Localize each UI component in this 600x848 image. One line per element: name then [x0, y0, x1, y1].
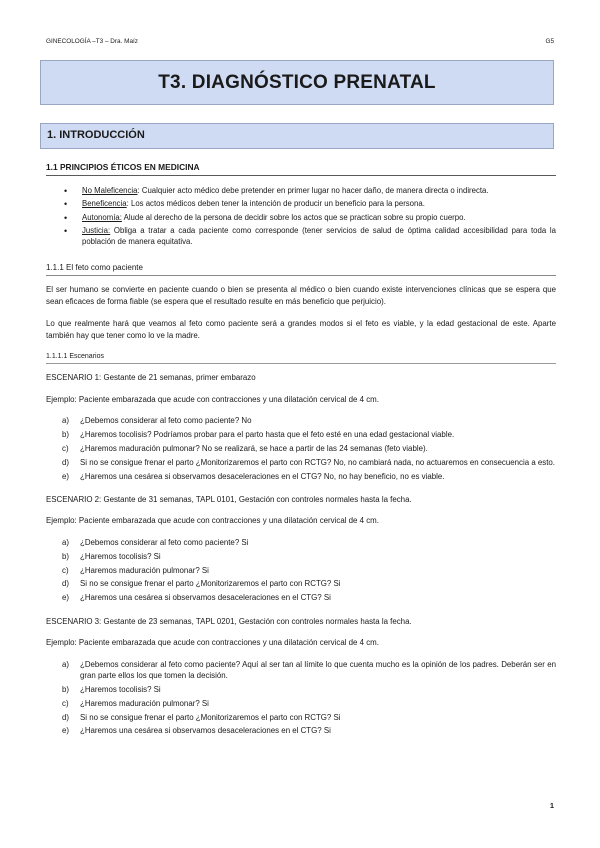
item-text: ¿Haremos una cesárea si observamos desaceleraciones en el CTG? Si: [80, 726, 331, 736]
item-letter: d): [62, 712, 70, 722]
scenario-questions: [62, 415, 556, 482]
list-item: [62, 537, 556, 548]
item-text: ¿Haremos maduración pulmonar? No se realizará, se hace a partir de las 24 semanas (feto viable).: [80, 443, 428, 453]
item-text: Si no se consigue frenar el parto ¿Monitorizaremos el parto con RCTG? No, no cambiará nada, no actuaremos en consecuencia a esto.: [80, 457, 556, 467]
term: No Maleficencia: [82, 186, 138, 196]
list-item: [62, 725, 556, 736]
list-item: [62, 565, 556, 576]
list-item: [62, 471, 556, 482]
list-item: [62, 684, 556, 695]
scenario-title: ESCENARIO 3: Gestante de 23 semanas, TAPL 0201, Gestación con controles normales hasta la fecha.: [46, 616, 412, 626]
definition: Alude al derecho de la persona de decidir sobre los actos que se practican sobre su propio cuerpo.: [121, 212, 466, 222]
list-item: [64, 225, 556, 248]
item-letter: b): [62, 684, 70, 694]
item-text: ¿Haremos maduración pulmonar? Si: [80, 698, 209, 708]
page-header: [46, 37, 554, 46]
paragraph: El ser humano se convierte en paciente cuando o bien se presenta al médico o bien cuando existe intervenciones clínicas que se espera que sean eficaces de forma fiable (se espera que el resultado resulte en más beneficio que perjuicio).: [46, 285, 556, 306]
list-item: [62, 578, 556, 589]
definition: : Cualquier acto médico debe pretender en primer lugar no hacer daño, de manera directa o indirecta.: [137, 186, 489, 196]
scenarios-heading: 1.1.1.1 Escenarios: [46, 352, 556, 364]
list-item: [62, 698, 556, 709]
subsubsection-heading: 1.1.1 El feto como paciente: [46, 262, 556, 277]
section-heading: 1. INTRODUCCIÓN: [40, 123, 554, 149]
definition: Obliga a tratar a cada paciente como corresponde (tener servicios de salud de óptima calidad accesibilidad para toda la población de manera equitativa.: [82, 226, 556, 247]
list-item: [64, 212, 556, 223]
document-title: T3. DIAGNÓSTICO PRENATAL: [40, 60, 554, 105]
item-letter: a): [62, 537, 70, 547]
item-letter: a): [62, 659, 70, 669]
scenario-title: ESCENARIO 1: Gestante de 21 semanas, primer embarazo: [46, 373, 256, 383]
scenario-example: Ejemplo: Paciente embarazada que acude con contracciones y una dilatación cervical de 4 cm.: [46, 394, 379, 404]
item-letter: d): [62, 579, 70, 589]
header-right: G5: [545, 38, 554, 45]
item-text: ¿Haremos tocolisis? Podríamos probar para el parto hasta que el feto esté en una edad gestacional viable.: [80, 429, 455, 439]
item-text: ¿Haremos una cesárea si observamos desaceleraciones en el CTG? No, no hay beneficio, no es viable.: [80, 471, 445, 481]
document-body: [46, 161, 556, 749]
item-text: ¿Haremos tocolisis? Si: [80, 684, 161, 694]
list-item: [62, 429, 556, 440]
item-text: ¿Haremos tocolisis? Si: [80, 551, 161, 561]
scenario-example: Ejemplo: Paciente embarazada que acude con contracciones y una dilatación cervical de 4 cm.: [46, 516, 379, 526]
item-letter: a): [62, 416, 70, 426]
item-letter: b): [62, 429, 70, 439]
term: Beneficencia: [82, 199, 127, 209]
list-item: [62, 443, 556, 454]
list-item: [62, 712, 556, 723]
list-item: [62, 457, 556, 468]
item-letter: d): [62, 457, 70, 467]
item-text: Si no se consigue frenar el parto ¿Monitorizaremos el parto con RCTG? Si: [80, 579, 341, 589]
definition: : Los actos médicos deben tener la intención de producir un beneficio para la persona.: [126, 199, 425, 209]
list-item: [62, 592, 556, 603]
list-item: [64, 198, 556, 209]
item-text: ¿Debemos considerar al feto como paciente? No: [80, 416, 252, 426]
scenario-questions: [62, 537, 556, 604]
header-left: GINECOLOGÍA –T3 – Dra. Maíz: [46, 38, 138, 45]
item-text: Si no se consigue frenar el parto ¿Monitorizaremos el parto con RCTG? Si: [80, 712, 341, 722]
list-item: [62, 415, 556, 426]
item-text: ¿Debemos considerar al feto como paciente? Aquí al ser tan al límite lo que cuenta mucho es la opinión de los padres. Deberán ser en gran parte ellos los que tomen la decisión.: [80, 659, 556, 681]
list-item: [62, 551, 556, 562]
list-item: [64, 185, 556, 196]
scenario-example: Ejemplo: Paciente embarazada que acude con contracciones y una dilatación cervical de 4 cm.: [46, 638, 379, 648]
item-letter: e): [62, 471, 70, 481]
scenario-title: ESCENARIO 2: Gestante de 31 semanas, TAPL 0101, Gestación con controles normales hasta la fecha.: [46, 494, 412, 504]
item-text: ¿Haremos una cesárea si observamos desaceleraciones en el CTG? Si: [80, 593, 331, 603]
item-letter: c): [62, 443, 69, 453]
scenario-questions: [62, 659, 556, 737]
subsection-heading: 1.1 PRINCIPIOS ÉTICOS EN MEDICINA: [46, 161, 556, 176]
item-letter: b): [62, 551, 70, 561]
page-number: 1: [549, 801, 554, 810]
paragraph: Lo que realmente hará que veamos al feto como paciente será a grandes modos si el feto es viable, y la edad gestacional de este. Aparte también hay que tener como lo ve la madre.: [46, 319, 556, 340]
item-text: ¿Haremos maduración pulmonar? Si: [80, 565, 209, 575]
item-letter: e): [62, 593, 70, 603]
item-letter: c): [62, 698, 69, 708]
ethics-principles-list: [64, 185, 556, 247]
item-letter: e): [62, 726, 70, 736]
list-item: [62, 659, 556, 682]
term: Autonomía:: [82, 212, 122, 222]
item-text: ¿Debemos considerar al feto como paciente? Si: [80, 537, 249, 547]
term: Justicia:: [82, 226, 111, 236]
item-letter: c): [62, 565, 69, 575]
